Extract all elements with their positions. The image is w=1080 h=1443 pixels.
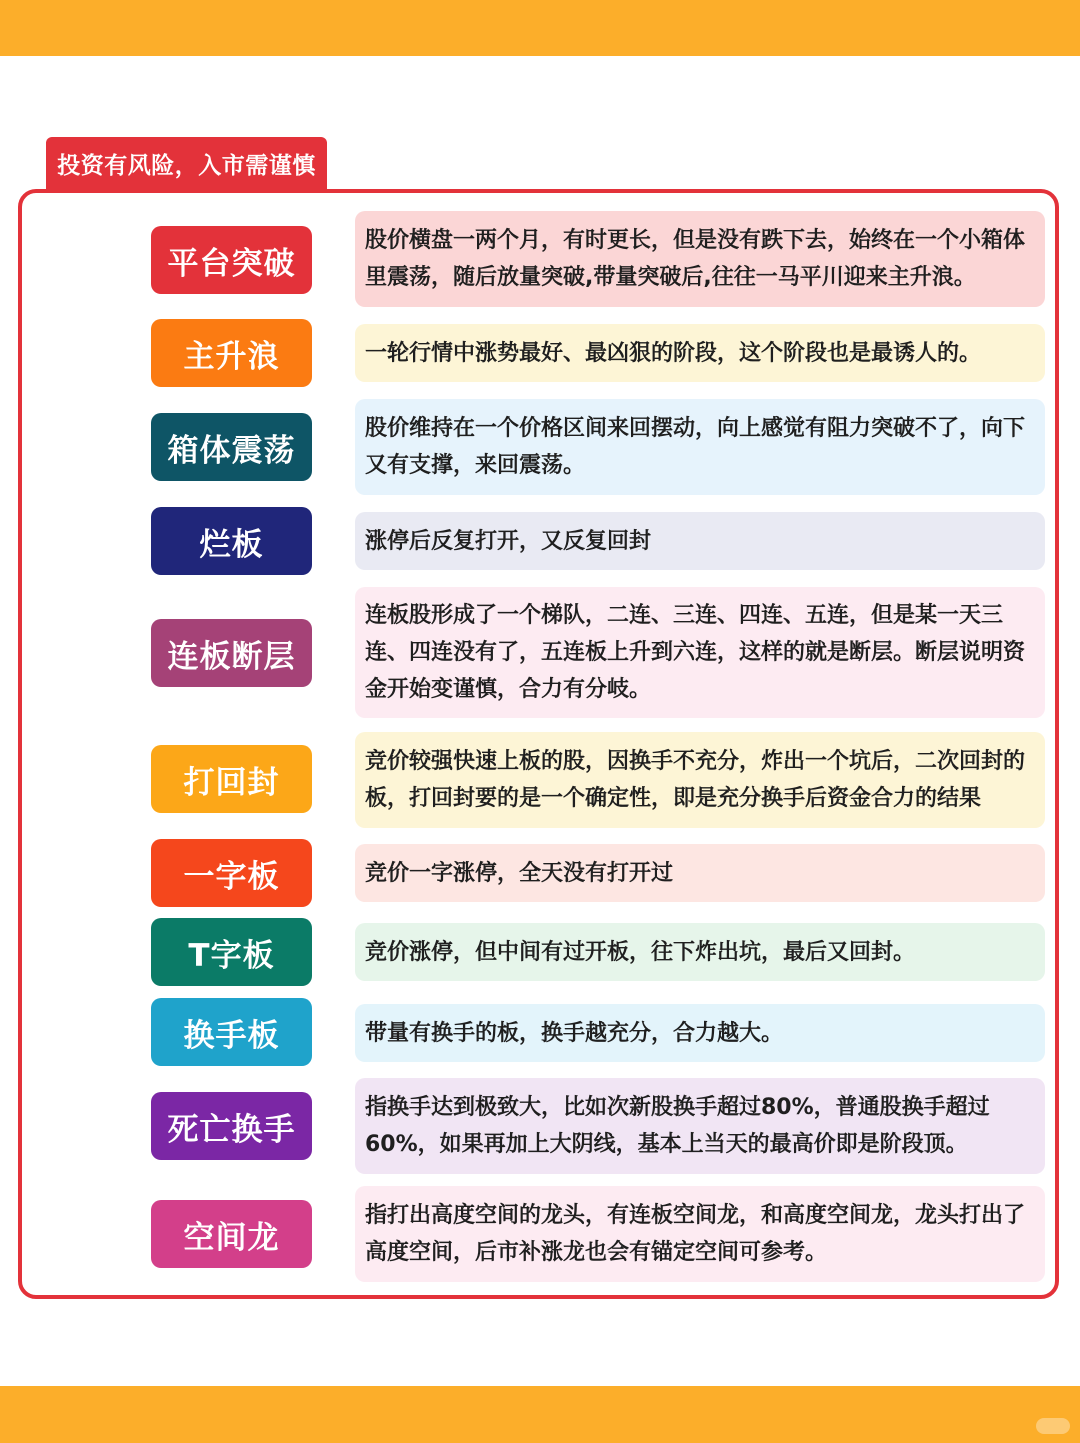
term-description: 连板股形成了一个梯队，二连、三连、四连、五连，但是某一天三连、四连没有了，五连板上升到六连，这样的就是断层。断层说明资金开始变谨慎，合力有分岐。: [355, 587, 1045, 718]
term-description: 指换手达到极致大，比如次新股换手超过80%，普通股换手超过60%，如果再加上大阴线，基本上当天的最高价即是阶段顶。: [355, 1078, 1045, 1174]
term-description: 指打出高度空间的龙头，有连板空间龙，和高度空间龙，龙头打出了高度空间，后市补涨龙也会有锚定空间可参考。: [355, 1186, 1045, 1282]
term-label: 烂板: [151, 507, 312, 575]
term-description: 带量有换手的板，换手越充分，合力越大。: [355, 1004, 1045, 1062]
watermark-badge: [1036, 1418, 1070, 1434]
term-description: 竞价一字涨停，全天没有打开过: [355, 844, 1045, 902]
term-label: 空间龙: [151, 1200, 312, 1268]
risk-warning-tab: 投资有风险，入市需谨慎: [46, 137, 327, 189]
term-label: 连板断层: [151, 619, 312, 687]
term-label: 主升浪: [151, 319, 312, 387]
term-description: 竞价涨停，但中间有过开板，往下炸出坑，最后又回封。: [355, 923, 1045, 981]
term-label: 一字板: [151, 839, 312, 907]
term-description: 股价维持在一个价格区间来回摆动，向上感觉有阻力突破不了，向下又有支撑，来回震荡。: [355, 399, 1045, 495]
term-label: 换手板: [151, 998, 312, 1066]
term-description: 一轮行情中涨势最好、最凶狠的阶段，这个阶段也是最诱人的。: [355, 324, 1045, 382]
term-label: 平台突破: [151, 226, 312, 294]
term-description: 竞价较强快速上板的股，因换手不充分，炸出一个坑后，二次回封的板，打回封要的是一个确定性，即是充分换手后资金合力的结果: [355, 732, 1045, 828]
term-description: 涨停后反复打开，又反复回封: [355, 512, 1045, 570]
term-label: T字板: [151, 918, 312, 986]
bottom-banner: [0, 1386, 1080, 1443]
term-description: 股价横盘一两个月，有时更长，但是没有跌下去，始终在一个小箱体里震荡，随后放量突破,带量突破后,往往一马平川迎来主升浪。: [355, 211, 1045, 307]
term-label: 箱体震荡: [151, 413, 312, 481]
term-label: 死亡换手: [151, 1092, 312, 1160]
term-label: 打回封: [151, 745, 312, 813]
top-banner: [0, 0, 1080, 56]
